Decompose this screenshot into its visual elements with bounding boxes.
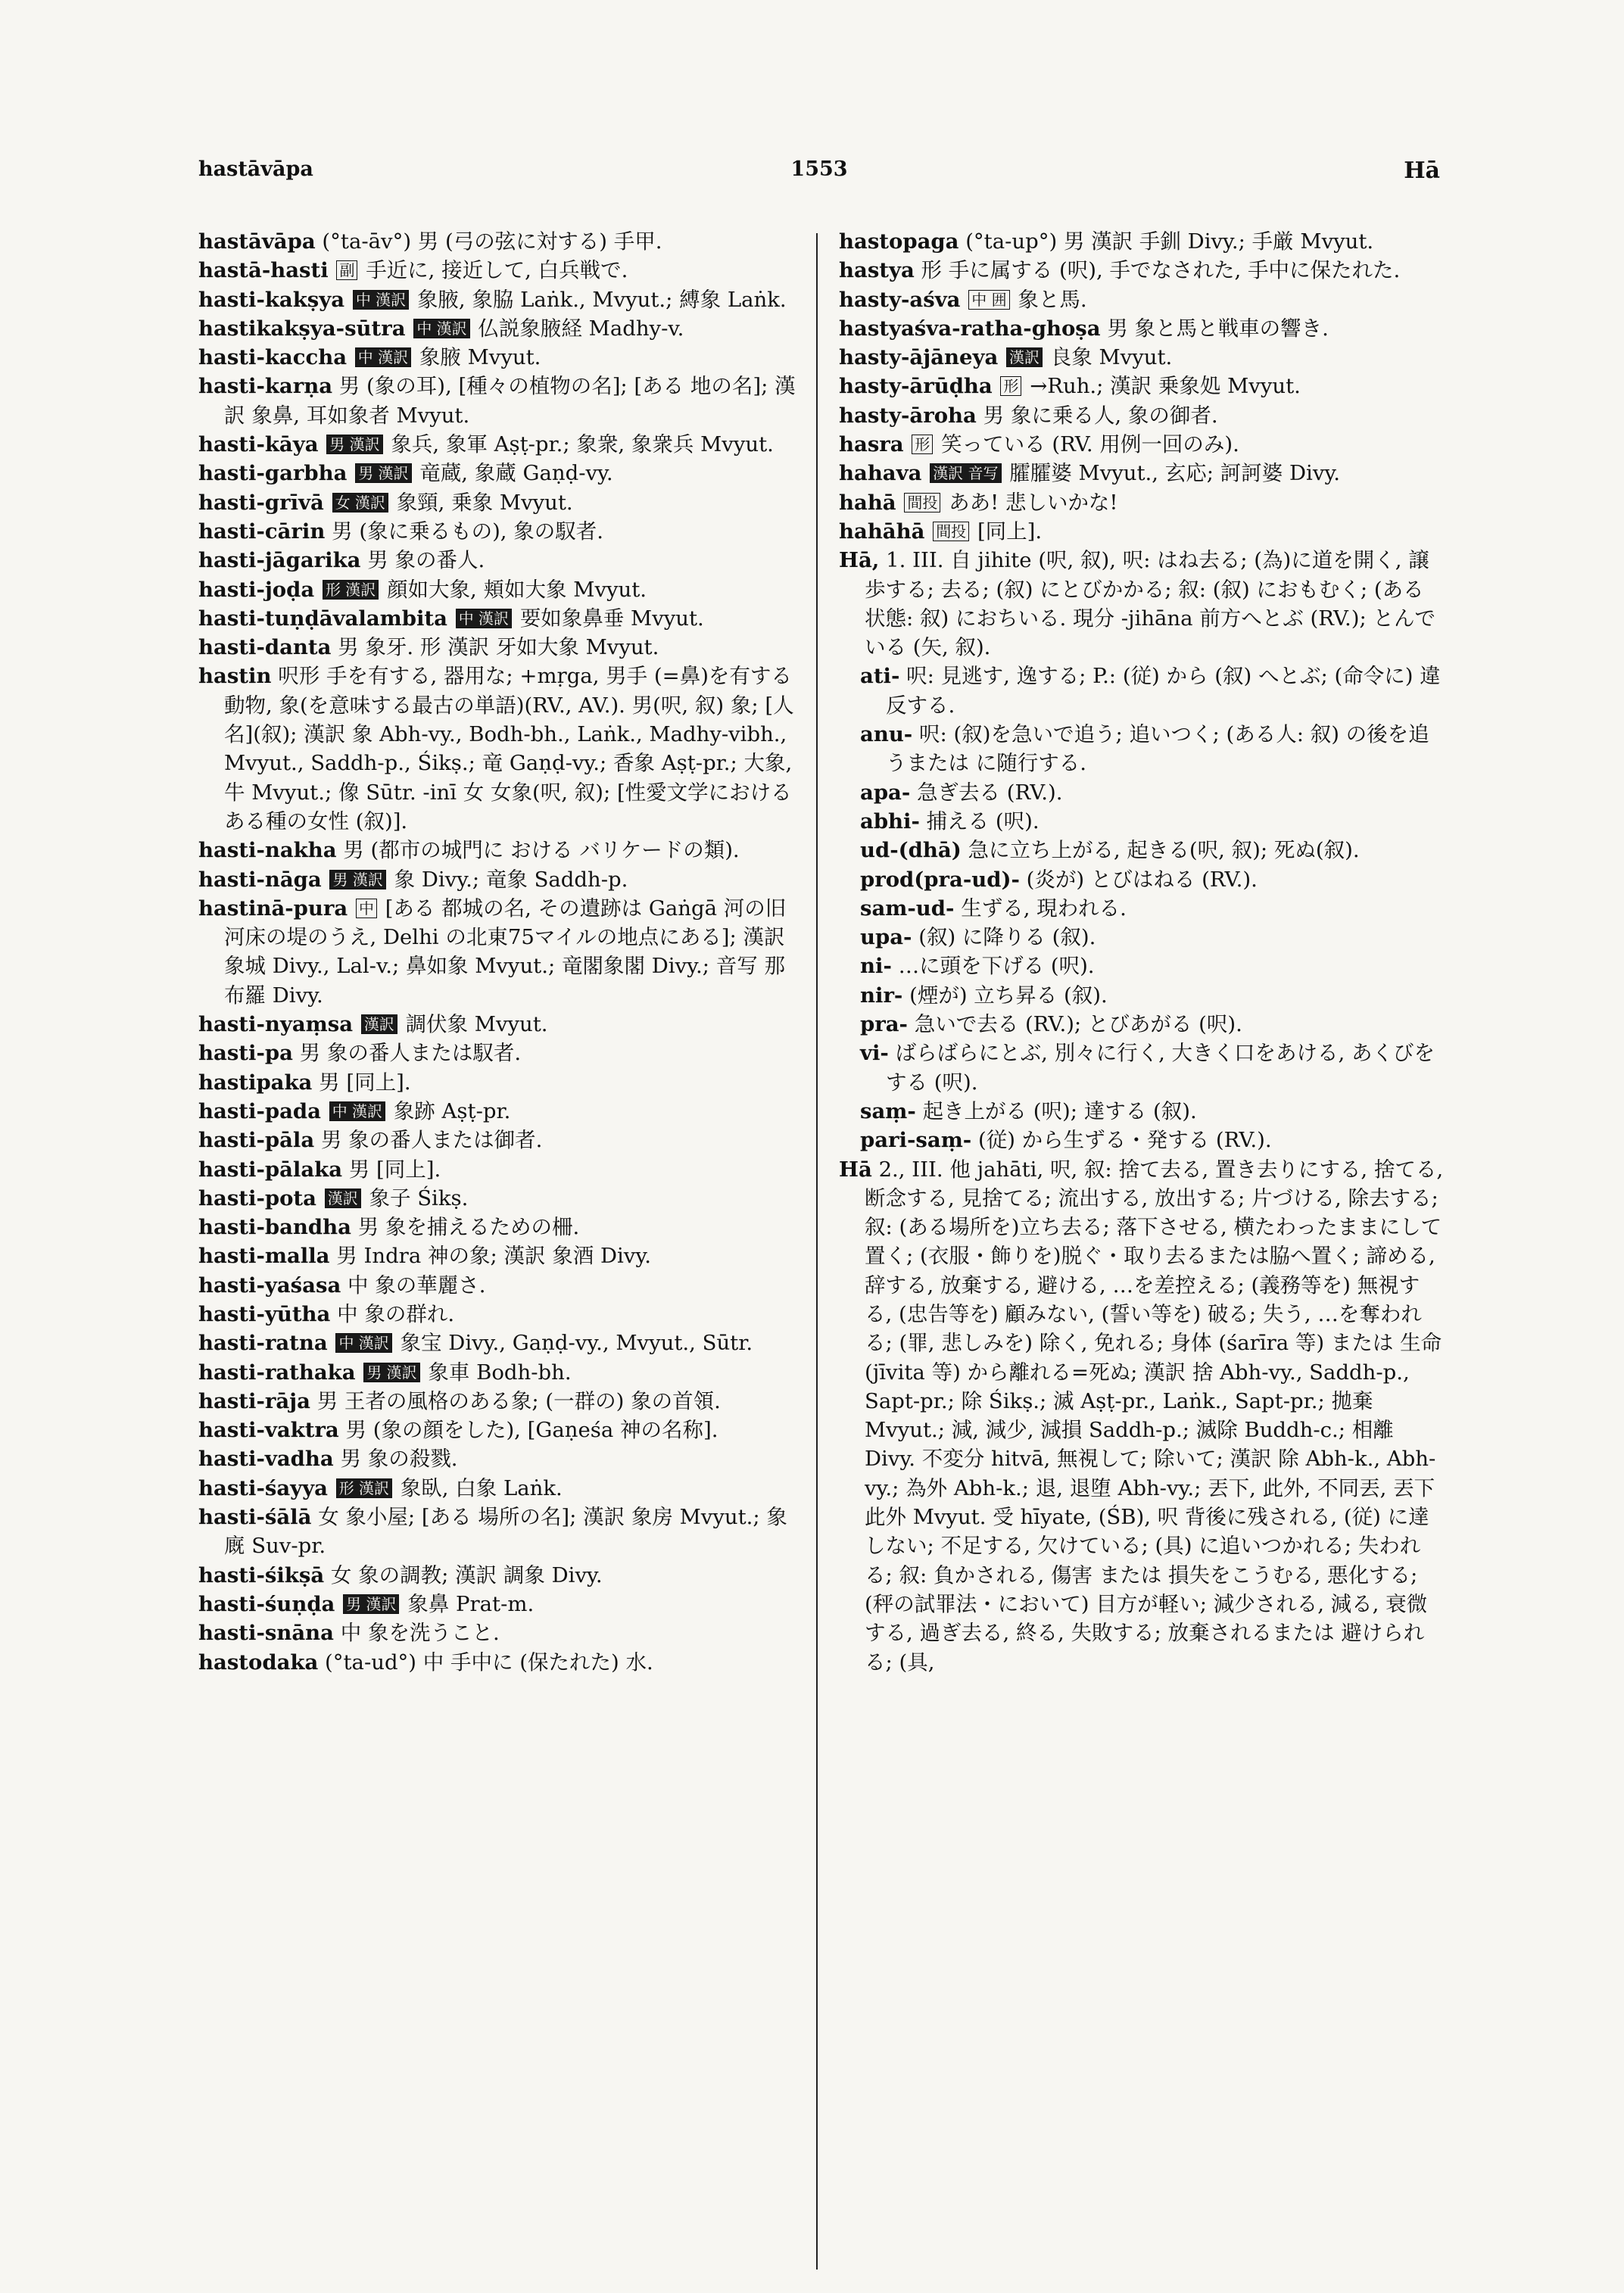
grammar-tag: 副 [336,260,357,280]
dictionary-entry [198,546,804,575]
definition-text: 2., III. 他 jahāti, 呎, 叙: 捨て去る, 置き去りにする, 捨てる, 断念する, 見捨てる; 流出する, 放出する; 片づける, 除去する; 叙: (ある場所を)立ち去る; 落下させる, 横たわったままにして置く; (衣服・飾りを)脱ぐ・取り去るまたは脇へ置く; 諦める, 辞する, 放棄する, 避ける, …を差控える; (義務等を) 無視する, (忠告等を) 顧みない, (誓い等を) 破る; 失う, …を奪われる; (罪, 悲しみを) 除く, 免れる; 身体 (śarīra 等) または 生命 (jīvita 等) から離れる=死ぬ; 漢訳 捨 Abh-vy., Saddh-p., Sapt-pr.; 除 Śikṣ.; 滅 Aṣṭ-pr., Laṅk., Sapt-pr.; 拋棄 Mvyut.; 減, 減少, 減損 Saddh-p.; 滅除 Buddh-c.; 相離 Divy. 不変分 hitvā, 無視して; 除いて; 漢訳 除 Abh-k., Abh-vy.; 為外 Abh-k.; 退, 退堕 Abh-vy.; 丟下, 此外, 不同丟, 丟下此外 Mvyut. 受 hīyate, (ŚB), 呎 背後に残される, (従) に達しない; 不足する, 欠けている; (具) に追いつかれる; 失われる; 叙: 負かされる, 傷害 または 損失をこうむる, 悪化する; (秤の試罪法・において) 目方が軽い; 減少される, 減る, 衰微する, 過ぎ去る, 終る, 失敗する; 放棄されるまたは 避けられる; (具, [865,1157,1444,1675]
definition-text: [同上]. [977,519,1043,544]
definition-text: 急ぎ去る (RV.). [917,780,1063,805]
definition-text: 仏説象腋経 Madhy-v. [478,316,684,341]
headword: hasti-vadha [198,1447,334,1472]
headword: hastinā-pura [198,896,348,921]
headword: hasti-snāna [198,1621,334,1646]
definition-text: ああ! 悲しいかな! [949,490,1118,515]
definition-text: 象と馬. [1018,287,1087,312]
definition-text: …に頭を下げる (呎). [898,954,1095,979]
headword: hastin [198,664,272,689]
definition-text: 女 象の調教; 漢訳 調象 Divy. [330,1562,603,1587]
definition-text: 男 象の番人または御者. [320,1128,543,1153]
headword: nir- [860,983,903,1008]
definition-text: 女 象小屋; [ある 場所の名]; 漢訳 象房 Mvyut.; 象廐 Suv-pr. [224,1505,787,1559]
headword: anu- [860,722,913,747]
definition-text: (炎が) とびはねる (RV.). [1026,867,1258,892]
definition-text: 象鼻 Prat-m. [407,1591,535,1616]
definition-text: 男 [同上]. [319,1070,411,1095]
definition-text: 男 (都市の城門に おける バリケードの類). [343,838,740,863]
definition-text: 象宝 Divy., Gaṇḍ-vy., Mvyut., Sūtr. [400,1331,753,1356]
dictionary-entry [198,865,804,894]
grammar-tag: 中 漢訳 [353,290,409,310]
dictionary-entry [198,1358,804,1387]
dictionary-entry [198,1068,804,1097]
dictionary-entry [198,459,804,488]
definition-text: 形 手に属する (呎), 手でなされた, 手中に保たれた. [921,258,1401,283]
sub-entry [839,1097,1445,1126]
definition-text: 中 象の華麗さ. [348,1273,486,1298]
definition-text: 男 王者の風格のある象; (一群の) 象の首領. [316,1388,721,1413]
dictionary-entry [198,575,804,604]
dictionary-entry [198,1503,804,1561]
running-head [198,157,1440,191]
grammar-tag: 間投 [933,522,969,541]
dictionary-entry [198,285,804,314]
headword: hasty-aśva [839,287,961,312]
dictionary-entry [198,662,804,836]
definition-text: 呎形 手を有する, 器用な; +mṛga, 男手 (=鼻)を有する動物, 象(を意味する最古の単語)(RV., AV.). 男(呎, 叙) 象; [人名](叙); 漢訳 象 Abh-vy., Bodh-bh., Laṅk., Madhy-vibh., Mvyut., Saddh-p., Śikṣ.; 竜 Gaṇḍ-vy.; 香象 Aṣṭ-pr.; 大象, 牛 Mvyut.; 像 Sūtr. -inī 女 女象(呎, 叙); [性愛文学におけるある種の女性 (叙)]. [224,664,794,833]
grammar-tag: 中 囲 [968,290,1009,310]
dictionary-entry [839,517,1445,546]
definition-text: 男 象の殺戮. [340,1447,458,1472]
sub-entry [839,836,1445,865]
dictionary-entry [839,459,1445,488]
headword: hasti-yūtha [198,1301,331,1326]
headword: hasti-rathaka [198,1360,356,1385]
dictionary-entry [198,314,804,343]
definition-text: 男 象の番人. [367,548,485,573]
column-divider [816,233,818,2270]
headword: hasti-śālā [198,1505,312,1530]
definition-text: 象車 Bodh-bh. [428,1360,572,1385]
sub-entry [839,1039,1445,1097]
grammar-tag: 男 漢訳 [343,1594,399,1614]
grammar-tag: 漢訳 [1006,347,1043,367]
headword: hasti-jāgarika [198,548,361,573]
dictionary-entry [198,1300,804,1329]
left-column [198,227,804,1677]
dictionary-entry [198,1126,804,1154]
definition-text: 象子 Śikṣ. [369,1185,469,1210]
dictionary-entry [198,1590,804,1618]
headword: hastya [839,258,915,283]
sub-entry [839,952,1445,980]
dictionary-entry [198,1242,804,1270]
dictionary-entry [198,372,804,430]
definition-text: 象腋 Mvyut. [419,345,541,370]
sub-entry [839,981,1445,1010]
dictionary-entry [198,1097,804,1126]
dictionary-entry [198,1416,804,1444]
definition-text: →Ruh.; 漢訳 乗象処 Mvyut. [1030,374,1301,399]
headword: ni- [860,954,892,979]
sub-entry [839,865,1445,894]
headword: hasti-danta [198,635,332,660]
definition-text: [ある 都城の名, その遺跡は Gaṅgā 河の旧河床の堤のうえ, Delhi の北東75マイルの地点にある]; 漢訳 象城 Divy., Lal-v.; 鼻如象 Mvyut.; 竜閣象閣 Divy.; 音写 那布羅 Divy. [224,896,787,1008]
dictionary-entry [839,227,1445,256]
headword: hasti-kaccha [198,345,348,370]
headword: hasti-rāja [198,1388,310,1413]
definition-text: 男 象の番人または馭者. [299,1041,522,1066]
dictionary-entry [839,488,1445,517]
dictionary-entry [198,633,804,662]
dictionary-entry [198,1561,804,1590]
definition-text: 男 (象の耳), [種々の植物の名]; [ある 地の名]; 漢訳 象鼻, 耳如象者 Mvyut. [224,374,796,428]
headword: hasti-karṇa [198,374,333,399]
sub-entry [839,807,1445,836]
definition-text: 男 象に乗る人, 象の御者. [983,403,1218,428]
headword: pra- [860,1012,908,1037]
definition-text: (煙が) 立ち昇る (叙). [909,983,1108,1008]
definition-text: 手近に, 接近して, 白兵戦で. [366,258,628,283]
definition-text: 調伏象 Mvyut. [405,1012,548,1037]
dictionary-entry [839,256,1445,285]
definition-text: 急に立ち上がる, 起きる(呎, 叙); 死ぬ(叙). [968,838,1360,863]
grammar-tag: 女 漢訳 [332,493,388,512]
definition-text: 男 (象に乗るもの), 象の馭者. [332,519,604,544]
definition-text: 呎: (叙)を急いで追う; 追いつく; (ある人: 叙) の後を追うまたは に随行する. [886,722,1429,776]
headword: apa- [860,780,911,805]
dictionary-entry [839,285,1445,314]
guide-word-right: Hā [1404,157,1440,184]
definition-text: 男 象を捕えるための柵. [357,1215,580,1240]
headword: hasty-ājāneya [839,345,999,370]
headword: vi- [860,1041,889,1066]
grammar-tag: 形 [1000,376,1021,396]
headword: hasti-śuṇḍa [198,1591,335,1616]
grammar-tag: 中 漢訳 [355,347,411,367]
headword: abhi- [860,808,920,833]
headword: hasti-nakha [198,838,337,863]
headword: Hā [839,1157,872,1182]
definition-text: 男 Indra 神の象; 漢訳 象酒 Divy. [336,1244,651,1269]
definition-text: 顔如大象, 頬如大象 Mvyut. [387,577,647,602]
dictionary-entry [839,343,1445,372]
definition-text: 良象 Mvyut. [1050,345,1173,370]
dictionary-entry [198,343,804,372]
headword: hasra [839,432,904,457]
grammar-tag: 男 漢訳 [326,435,382,454]
definition-text: (°ta-ud°) 中 手中に (保たれた) 水. [325,1650,653,1675]
sub-entry [839,894,1445,923]
headword: Hā, [839,548,880,573]
dictionary-entry [198,1648,804,1677]
headword: hahā [839,490,896,515]
dictionary-entry [198,1444,804,1473]
right-column [839,227,1445,1677]
definition-text: 急いで去る (RV.); とびあがる (呎). [914,1012,1242,1037]
headword: hasti-bandha [198,1215,351,1240]
headword: hasti-nyaṃsa [198,1012,354,1037]
grammar-tag: 漢訳 [361,1014,397,1034]
dictionary-entry [198,1618,804,1647]
headword: hasti-garbha [198,461,348,486]
definition-text: 中 象を洗うこと. [340,1621,500,1646]
grammar-tag: 形 [912,435,933,454]
dictionary-entry [198,1329,804,1357]
definition-text: 男 [同上]. [348,1157,441,1182]
headword: hasti-kakṣya [198,287,345,312]
dictionary-entry [198,517,804,546]
definition-text: 1. III. 自 jihite (呎, 叙), 呎: はね去る; (為)に道を開く, 譲歩する; 去る; (叙) にとびかかる; 叙: (叙) におもむく; (ある状態: 叙) におちいる. 現分 -jihāna 前方へとぶ (RV.); とんでいる (矢, 叙). [865,548,1435,660]
definition-text: (°ta-āv°) 男 (弓の弦に対する) 手甲. [322,229,662,254]
dictionary-entry [198,1387,804,1416]
definition-text: ばらばらにとぶ, 別々に行く, 大きく口をあける, あくびをする (呎). [886,1041,1435,1095]
headword: hasti-śikṣā [198,1562,325,1587]
definition-text: 象臥, 白象 Laṅk. [400,1475,563,1500]
definition-text: 象腋, 象脇 Laṅk., Mvyut.; 縛象 Laṅk. [416,287,787,312]
dictionary-entry [198,1184,804,1213]
dictionary-entry [839,1155,1445,1677]
headword: hasti-śayya [198,1475,328,1500]
dictionary-entry [198,604,804,633]
headword: hastipaka [198,1070,313,1095]
grammar-tag: 男 漢訳 [355,463,411,483]
dictionary-entry [198,256,804,285]
dictionary-entry [198,488,804,517]
definition-text: (叙) に降りる (叙). [918,925,1096,950]
sub-entry [839,923,1445,952]
headword: hasti-vaktra [198,1418,339,1443]
grammar-tag: 中 [356,899,377,918]
definition-text: (従) から生ずる・発する (RV.). [977,1128,1272,1153]
headword: hasty-ārūḍha [839,374,993,399]
headword: hasti-tuṇḍāvalambita [198,606,447,631]
headword: sam-ud- [860,896,955,921]
sub-entry [839,720,1445,778]
grammar-tag: 中 漢訳 [456,609,512,628]
grammar-tag: 男 漢訳 [363,1363,419,1382]
definition-text: (°ta-up°) 男 漢訳 手釧 Divy.; 手厳 Mvyut. [965,229,1374,254]
definition-text: 生ずる, 現われる. [961,896,1127,921]
definition-text: 呎: 見逃す, 逸する; P.: (従) から (叙) へとぶ; (命令に) 違反する. [886,664,1441,718]
definition-text: 男 (象の顔をした), [Gaṇeśa 神の名称]. [345,1418,718,1443]
definition-text: 男 象と馬と戦車の響き. [1107,316,1329,341]
sub-entry [839,1010,1445,1039]
dictionary-entry [198,227,804,256]
headword: hastodaka [198,1650,319,1675]
dictionary-entry [198,836,804,865]
page-number: 1553 [790,157,848,181]
sub-entry [839,662,1445,720]
grammar-tag: 漢訳 [325,1189,361,1208]
definition-text: 笑っている (RV. 用例一回のみ). [941,432,1239,457]
dictionary-entry [198,894,804,1010]
definition-text: 象頸, 乗象 Mvyut. [396,490,573,515]
definition-text: 象 Divy.; 竜象 Saddh-p. [394,867,628,892]
headword: hastikakṣya-sūtra [198,316,406,341]
headword: hasty-āroha [839,403,977,428]
headword: hasti-kāya [198,432,319,457]
dictionary-entry [839,430,1445,459]
dictionary-entry [198,430,804,459]
headword: hahava [839,461,922,486]
sub-entry [839,778,1445,807]
headword: hasti-yaśasa [198,1273,341,1298]
headword: hahāhā [839,519,925,544]
dictionary-entry [198,1271,804,1300]
definition-text: 臛臛婆 Mvyut., 玄応; 訶訶婆 Divy. [1009,461,1341,486]
dictionary-entry [839,546,1445,662]
headword: hasti-pa [198,1041,293,1066]
definition-text: 竜蔵, 象蔵 Gaṇḍ-vy. [419,461,613,486]
headword: hastā-hasti [198,258,329,283]
headword: hasti-pota [198,1185,316,1210]
guide-word-left: hastāvāpa [198,157,313,181]
headword: prod(pra-ud)- [860,867,1020,892]
grammar-tag: 形 漢訳 [336,1478,392,1498]
definition-text: 捕える (呎). [926,808,1040,833]
definition-text: 起き上がる (呎); 達する (叙). [922,1098,1197,1123]
headword: pari-saṃ- [860,1128,972,1153]
grammar-tag: 間投 [904,493,940,512]
definition-text: 象跡 Aṣṭ-pr. [393,1098,511,1123]
headword: hasti-cārin [198,519,326,544]
headword: hasti-malla [198,1244,330,1269]
headword: hastyaśva-ratha-ghoṣa [839,316,1101,341]
grammar-tag: 男 漢訳 [329,870,385,889]
headword: hastāvāpa [198,229,316,254]
headword: hasti-pāla [198,1128,315,1153]
headword: upa- [860,925,912,950]
definition-text: 象兵, 象軍 Aṣṭ-pr.; 象衆, 象衆兵 Mvyut. [391,432,774,457]
sub-entry [839,1126,1445,1154]
dictionary-entry [198,1213,804,1242]
headword: hastopaga [839,229,959,254]
headword: ud-(dhā) [860,838,962,863]
headword: saṃ- [860,1098,916,1123]
grammar-tag: 形 漢訳 [323,580,379,600]
dictionary-entry [839,401,1445,430]
grammar-tag: 漢訳 音写 [930,463,1001,483]
dictionary-entry [198,1155,804,1184]
dictionary-entry [839,314,1445,343]
headword: hasti-nāga [198,867,322,892]
headword: hasti-ratna [198,1331,328,1356]
grammar-tag: 中 漢訳 [335,1333,391,1353]
dictionary-entry [198,1474,804,1503]
definition-text: 男 象牙. 形 漢訳 牙如大象 Mvyut. [338,635,659,660]
headword: hasti-grīvā [198,490,324,515]
grammar-tag: 中 漢訳 [329,1101,385,1121]
dictionary-entry [198,1039,804,1067]
definition-text: 要如象鼻垂 Mvyut. [519,606,704,631]
headword: ati- [860,664,900,689]
headword: hasti-pālaka [198,1157,343,1182]
dictionary-entry [198,1010,804,1039]
headword: hasti-pada [198,1098,321,1123]
definition-text: 中 象の群れ. [337,1301,455,1326]
grammar-tag: 中 漢訳 [413,319,469,338]
headword: hasti-joḍa [198,577,315,602]
dictionary-entry [839,372,1445,400]
